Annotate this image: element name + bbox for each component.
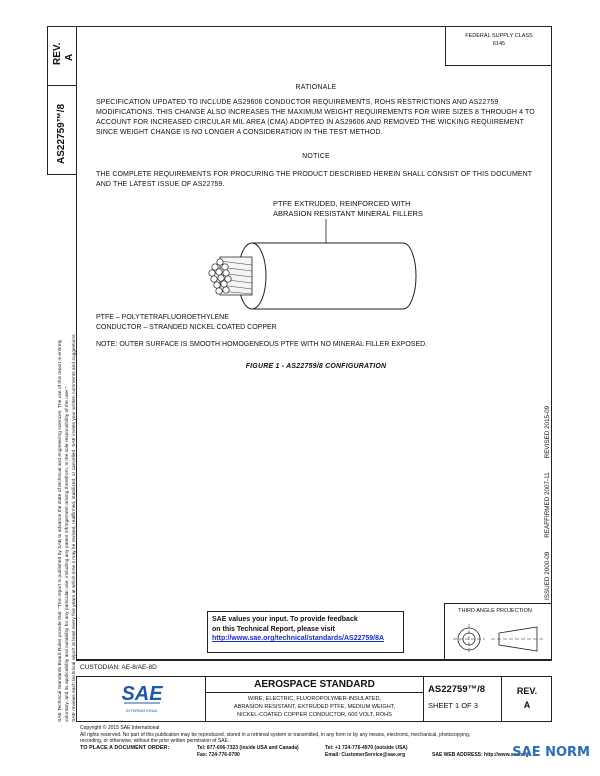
logo-cell xyxy=(76,676,206,722)
title-rev-label: REV. xyxy=(516,686,538,696)
title-desc-2: ABRASION RESISTANT, EXTRUDED PTFE, MEDIUM WEIGHT, xyxy=(233,704,396,710)
fsc-label: FEDERAL SUPPLY CLASS xyxy=(465,33,533,39)
footer-email: Email: CustomerService@sae.org xyxy=(325,751,406,758)
callout-line-1: PTFE EXTRUDED, REINFORCED WITH xyxy=(273,199,411,208)
feedback-box xyxy=(207,611,404,653)
side-notice-3: SAE reviews each technical report at least every five years at which time it may be revised, reaffirmed, stabilized, or cancelled. SAE invites your written comments and suggestions. xyxy=(72,333,77,722)
custodian: CUSTODIAN: AE-8/AE-8D xyxy=(80,664,157,671)
side-notice-2: voluntary, and its applicability and suitability for any particular use, including any patent infringement arising therefrom, is the sole responsibility of the user." xyxy=(65,386,70,722)
feedback-line-2: on this Technical Report, please visit xyxy=(212,625,335,633)
side-doc-number: AS22759™/8 xyxy=(56,103,67,164)
footer-rights-2: recording, or otherwise, without the prior written permission of SAE. xyxy=(80,738,230,745)
doc-number-cell xyxy=(424,676,502,722)
dates-strip xyxy=(544,406,551,600)
insulation-jacket xyxy=(252,243,416,309)
rev-cell xyxy=(502,676,552,722)
notice-text: THE COMPLETE REQUIREMENTS FOR PROCURING THE PRODUCT DESCRIBED HEREIN SHALL CONSIST OF THIS DOCUMENT AND THE LATEST ISSUE OF AS22759. xyxy=(96,171,533,188)
footer-fax: Fax: 724-776-0790 xyxy=(197,751,240,758)
footer-order-label: TO PLACE A DOCUMENT ORDER: xyxy=(80,744,170,751)
figure-caption: FIGURE 1 - AS22759/8 CONFIGURATION xyxy=(245,363,387,370)
rationale-text: SPECIFICATION UPDATED TO INCLUDE AS29606 CONDUCTOR REQUIREMENTS, ROHS RESTRICTIONS AND AS22759 MODIFICATIONS. THIS CHANGE ALSO INCREASES THE MAXIMUM WEIGHT REQUIREMENTS FOR WIRE SIZES 8 THROUGH 4 TO ACCOUNT FOR INCREASED CIRCULAR MIL AREA (CMA) ADOPTED IN AS29606 AND REMOVED THE WICKING REQUIREMENT SINCE WEIGHT CHANGE IS NO LONGER A CONSIDERATION IN THE TEST METHOD. xyxy=(96,99,535,136)
aerospace-standard-title: AEROSPACE STANDARD xyxy=(206,676,423,693)
reaffirmed-date: REAFFIRMED 2007-11 xyxy=(544,472,551,538)
legend-ptfe: PTFE – POLYTETRAFLUOROETHYLENE xyxy=(96,314,229,321)
side-rev-label: REV. xyxy=(52,42,63,65)
title-rev-value: A xyxy=(523,700,531,710)
footer-tel-2: Tel: +1 724-776-4970 (outside USA) xyxy=(325,744,408,751)
sae-logo xyxy=(120,681,164,715)
title-cell xyxy=(206,676,424,722)
footer-tel-1: Tel: 877-606-7323 (inside USA and Canada) xyxy=(197,744,299,751)
fsc-value: 6145 xyxy=(492,41,506,47)
projection-box xyxy=(444,603,552,660)
projection-label: THIRD ANGLE PROJECTION xyxy=(458,608,532,614)
federal-supply-class-box xyxy=(445,26,552,66)
custodian-top-rule xyxy=(76,660,552,661)
title-desc-1: WIRE, ELECTRIC, FLUOROPOLYMER-INSULATED, xyxy=(247,696,382,702)
wire-illustration xyxy=(190,215,440,315)
revised-date: REVISED 2015-09 xyxy=(544,405,551,459)
sae-norm-watermark: SAE NORM xyxy=(512,745,590,760)
title-doc-number: AS22759™/8 xyxy=(428,684,486,695)
notice-heading: NOTICE xyxy=(302,153,330,160)
sae-logo-sub: INTERNATIONAL xyxy=(126,708,158,713)
figure-legend xyxy=(96,313,277,333)
title-description xyxy=(206,693,423,719)
legend-conductor: CONDUCTOR – STRANDED NICKEL COATED COPPER xyxy=(96,324,277,331)
footer-copyright: Copyright © 2015 SAE International xyxy=(80,725,160,731)
side-rev-value: A xyxy=(64,53,75,61)
title-desc-3: NICKEL-COATED COPPER CONDUCTOR, 600 VOLT, ROHS xyxy=(237,712,392,718)
sheet-number: SHEET 1 OF 3 xyxy=(428,701,478,710)
rationale-heading: RATIONALE xyxy=(295,84,337,91)
footer-rights: All rights reserved. No part of this publication may be reproduced, stored in a retrieval system or transmitted, in any form or by any means, electronic, mechanical, photocopying, xyxy=(80,731,471,738)
side-notice-1: SAE Technical Standards Board Rules provide that: "This report is published by SAE to advance the state of technical and engineering sciences. The use of this report is entirely xyxy=(58,339,63,722)
issued-date: ISSUED 2000-09 xyxy=(544,551,551,600)
footer-web: SAE WEB ADDRESS: http://www.sae.org xyxy=(432,751,529,758)
feedback-line-1: SAE values your input. To provide feedback xyxy=(212,616,358,623)
callout-line-2: ABRASION RESISTANT MINERAL FILLERS xyxy=(273,208,423,218)
third-angle-projection-icon xyxy=(451,619,547,659)
footer-order-row xyxy=(80,745,550,759)
side-doc-box xyxy=(47,85,77,175)
feedback-link[interactable]: http://www.sae.org/technical/standards/AS22759/8A xyxy=(212,635,385,642)
footer xyxy=(80,725,550,759)
sae-logo-text: SAE xyxy=(121,683,163,705)
figure-note: NOTE: OUTER SURFACE IS SMOOTH HOMOGENEOUS PTFE WITH NO MINERAL FILLER EXPOSED. xyxy=(96,341,428,348)
side-rev-box xyxy=(47,26,77,86)
